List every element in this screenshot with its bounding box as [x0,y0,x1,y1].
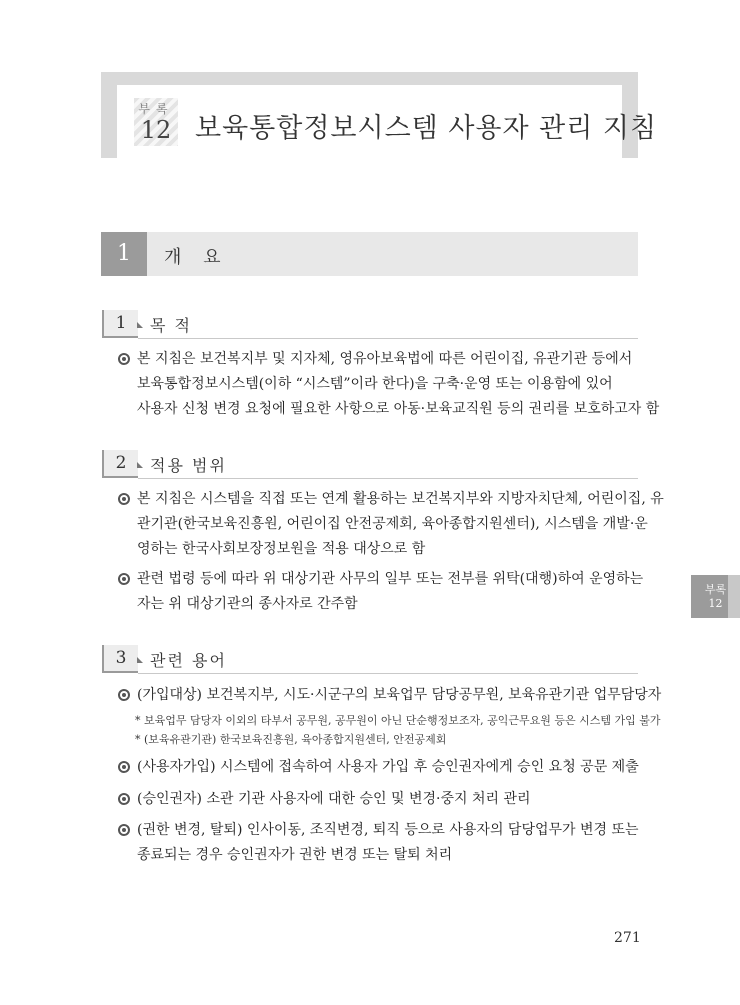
list-item-line: 영하는 한국사회보장정보원을 적용 대상으로 함 [137,541,426,557]
side-tab-label: 부록 [704,583,727,596]
subsection-number: 1 [115,313,127,333]
section-number: 1 [101,232,147,276]
subsection-number: 2 [115,453,127,473]
list-item-line: 본 지침은 보건복지부 및 지자체, 영유아보육법에 따른 어린이집, 유관기관 등에서 [137,351,633,367]
list-item [118,755,648,780]
list-item [118,347,660,422]
list-item-line: (승인권자) 소관 기관 사용자에 대한 승인 및 변경·중지 처리 관리 [137,791,531,807]
list-item-line: 사용자 신청 변경 요청에 필요한 사항으로 아동·보육교직원 등의 권리를 보호하고자 함 [137,401,660,417]
subsection-title: 목 적 [150,316,192,335]
bullet-icon [118,493,130,505]
subsection-title: 적용 범위 [150,456,227,475]
list-item-line: 관련 법령 등에 따라 위 대상기관 사무의 일부 또는 전부를 위탁(대행)하여 운영하는 [137,571,644,587]
list-item-line: (가입대상) 보건복지부, 시도·시군구의 보육업무 담당공무원, 보육유관기관 업무담당자 [137,687,662,703]
subsection-title: 관련 용어 [150,651,227,670]
appendix-number: 12 [140,116,172,144]
list-item [118,787,648,812]
section-title: 개 요 [164,247,229,268]
list-item-line: 관기관(한국보육진흥원, 어린이집 안전공제회, 육아종합지원센터), 시스템을 개발·운 [137,516,648,532]
appendix-badge [134,98,178,146]
subsection-arrow-icon [137,462,143,468]
bullet-icon [118,761,130,773]
subsection-header-scope [102,450,638,480]
subsection-arrow-icon [137,322,143,328]
side-tab-edge [728,575,740,618]
subsection-header-purpose [102,310,638,340]
list-item-line: 본 지침은 시스템을 직접 또는 연계 활용하는 보건복지부와 지방자치단체, 어린이집, 유 [137,491,664,507]
appendix-word: 부록 [138,102,174,116]
list-item-line: 종료되는 경우 승인권자가 권한 변경 또는 탈퇴 처리 [137,847,453,863]
bullet-icon [118,824,130,836]
bullet-icon [118,689,130,701]
list-item [118,683,662,708]
list-item-line: (권한 변경, 탈퇴) 인사이동, 조직변경, 퇴직 등으로 사용자의 담당업무가 변경 또는 [137,822,639,838]
footnote: * (보육유관기관) 한국보육진흥원, 육아종합지원센터, 안전공제회 [135,733,447,746]
page-number: 271 [614,930,641,946]
document-title: 보육통합정보시스템 사용자 관리 지침 [195,113,658,144]
list-item [118,567,648,617]
subsection-divider [138,478,638,479]
subsection-arrow-icon [137,657,143,663]
side-tab-number: 12 [708,597,723,610]
list-item-line: (사용자가입) 시스템에 접속하여 사용자 가입 후 승인권자에게 승인 요청 공문 제출 [137,759,639,775]
bullet-icon [118,793,130,805]
footnote: * 보육업무 담당자 이외의 타부서 공무원, 공무원이 아닌 단순행정보조자, 공익근무요원 등은 시스템 가입 불가 [135,714,661,727]
list-item [118,487,664,562]
subsection-header-terms [102,645,638,675]
list-item-line: 자는 위 대상기관의 종사자로 간주함 [137,596,358,612]
subsection-divider [138,673,638,674]
bullet-icon [118,353,130,365]
list-item [118,818,648,868]
subsection-divider [138,338,638,339]
subsection-number: 3 [115,648,127,668]
bullet-icon [118,573,130,585]
list-item-line: 보육통합정보시스템(이하 “시스템”이라 한다)을 구축·운영 또는 이용함에 있어 [137,376,613,392]
